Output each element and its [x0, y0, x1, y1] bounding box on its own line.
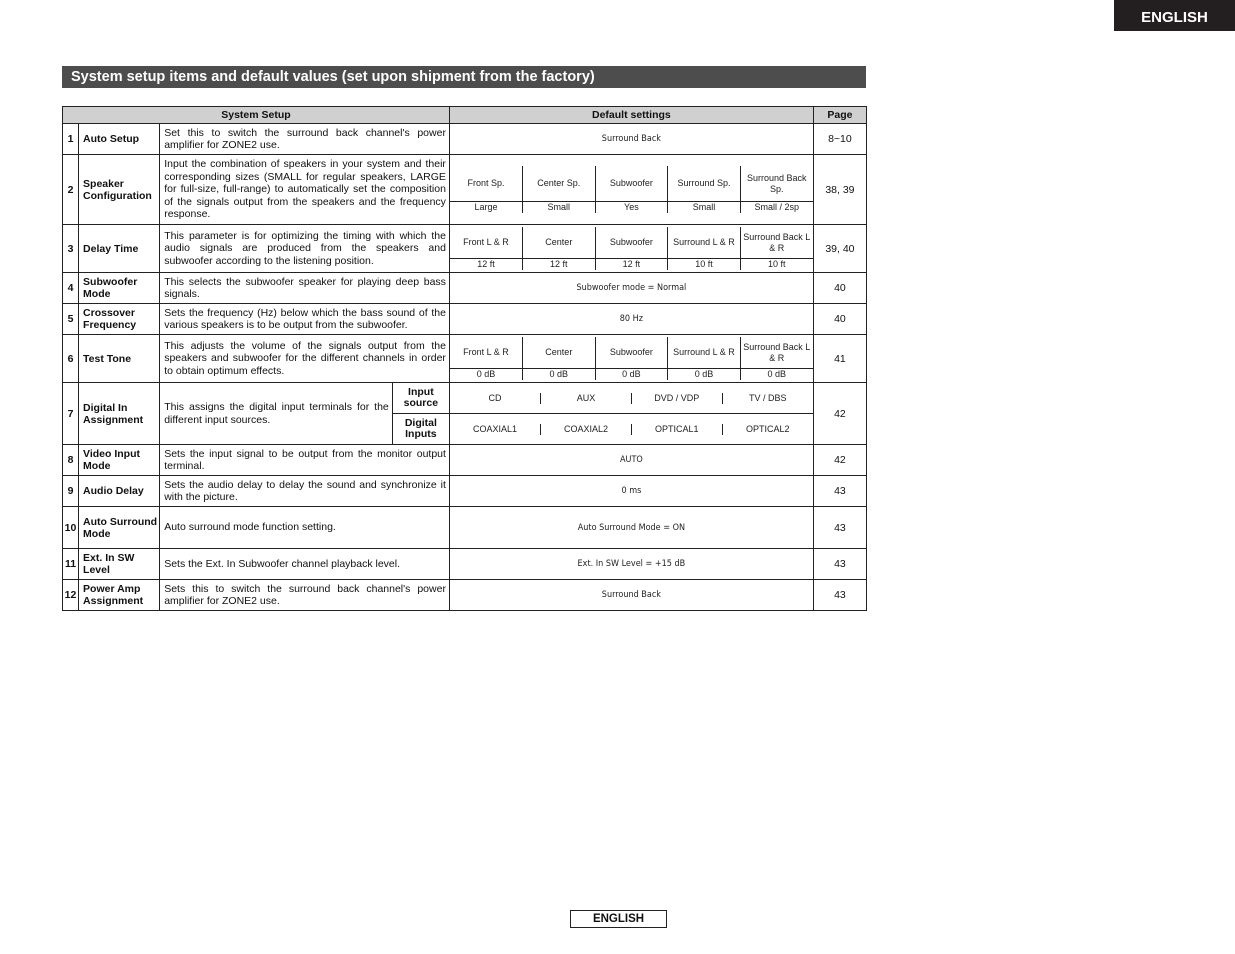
- grid-header: Surround Back L & R: [740, 337, 813, 369]
- table-row: [63, 549, 867, 580]
- language-tab: ENGLISH: [1114, 0, 1235, 31]
- grid-value: 10 ft: [740, 259, 813, 271]
- table-row: [63, 580, 867, 611]
- row-default-grid: [449, 225, 813, 273]
- row-page: 38, 39: [813, 155, 866, 225]
- grid-value: CD: [450, 393, 541, 404]
- row-default: Surround Back: [449, 580, 813, 611]
- grid-value: AUX: [541, 393, 632, 404]
- grid-header: Surround Back L & R: [740, 227, 813, 259]
- row-name: Auto Setup: [79, 124, 160, 155]
- grid-value: TV / DBS: [722, 393, 813, 404]
- grid-header: Surround Sp.: [668, 166, 741, 202]
- grid-value: 0 dB: [740, 369, 813, 381]
- row-default: Ext. In SW Level = +15 dB: [449, 549, 813, 580]
- grid-value: 0 dB: [668, 369, 741, 381]
- grid-header: Center: [523, 227, 596, 259]
- sub-label-digital-inputs: Digital Inputs: [392, 414, 449, 445]
- row-page: 43: [813, 549, 866, 580]
- table-row: [63, 383, 867, 414]
- header-defaults: Default settings: [449, 107, 813, 124]
- grid-header: Subwoofer: [595, 227, 668, 259]
- grid-value: 0 dB: [595, 369, 668, 381]
- row-name: Power Amp Assignment: [79, 580, 160, 611]
- row-description: Sets the frequency (Hz) below which the bass sound of the various speakers is to be output from the subwoofer.: [160, 304, 450, 335]
- grid-value: DVD / VDP: [631, 393, 722, 404]
- row-default: Surround Back: [449, 124, 813, 155]
- table-row: [63, 304, 867, 335]
- grid-value: Small: [668, 202, 741, 214]
- grid-value: COAXIAL2: [541, 424, 632, 435]
- grid-header: Front L & R: [450, 337, 523, 369]
- grid-header: Surround Back Sp.: [740, 166, 813, 202]
- row-default-grid: [449, 383, 813, 414]
- row-description: Set this to switch the surround back channel's power amplifier for ZONE2 use.: [160, 124, 450, 155]
- header-setup: System Setup: [63, 107, 450, 124]
- row-description: Sets the input signal to be output from the monitor output terminal.: [160, 445, 450, 476]
- row-name: Test Tone: [79, 335, 160, 383]
- row-page: 40: [813, 304, 866, 335]
- table-row: [63, 445, 867, 476]
- row-description: Sets this to switch the surround back channel's power amplifier for ZONE2 use.: [160, 580, 450, 611]
- row-description: Sets the audio delay to delay the sound and synchronize it with the picture.: [160, 476, 450, 507]
- row-description: This parameter is for optimizing the timing with which the audio signals are produced from the speakers and subwoofer according to the listening position.: [160, 225, 450, 273]
- grid-header: Center Sp.: [523, 166, 596, 202]
- row-page: 42: [813, 445, 866, 476]
- row-number: 8: [63, 445, 79, 476]
- row-name: Audio Delay: [79, 476, 160, 507]
- row-page: 42: [813, 383, 866, 445]
- grid-header: Center: [523, 337, 596, 369]
- row-name: Crossover Frequency: [79, 304, 160, 335]
- grid-value: COAXIAL1: [450, 424, 541, 435]
- section-title: System setup items and default values (set upon shipment from the factory): [62, 66, 866, 88]
- row-number: 7: [63, 383, 79, 445]
- row-description: This adjusts the volume of the signals output from the speakers and subwoofer for the different channels in order to obtain optimum effects.: [160, 335, 450, 383]
- setup-table: [62, 106, 867, 611]
- row-page: 43: [813, 580, 866, 611]
- row-description: This selects the subwoofer speaker for playing deep bass signals.: [160, 273, 450, 304]
- row-default-grid: [449, 414, 813, 445]
- row-name: Digital In Assignment: [79, 383, 160, 445]
- grid-header: Surround L & R: [668, 227, 741, 259]
- row-default-grid: [449, 155, 813, 225]
- table-row: [63, 476, 867, 507]
- row-number: 12: [63, 580, 79, 611]
- row-number: 9: [63, 476, 79, 507]
- table-row: [63, 273, 867, 304]
- grid-value: OPTICAL1: [631, 424, 722, 435]
- row-page: 43: [813, 476, 866, 507]
- row-number: 6: [63, 335, 79, 383]
- table-header-row: [63, 107, 867, 124]
- row-name: Delay Time: [79, 225, 160, 273]
- row-description: Sets the Ext. In Subwoofer channel playback level.: [160, 549, 450, 580]
- row-default: Auto Surround Mode = ON: [449, 507, 813, 549]
- grid-header: Surround L & R: [668, 337, 741, 369]
- table-row: [63, 155, 867, 225]
- row-page: 39, 40: [813, 225, 866, 273]
- grid-value: 12 ft: [595, 259, 668, 271]
- grid-value: 10 ft: [668, 259, 741, 271]
- grid-value: 12 ft: [523, 259, 596, 271]
- grid-header: Front L & R: [450, 227, 523, 259]
- row-description: This assigns the digital input terminals for the different input sources.: [160, 383, 393, 445]
- row-number: 3: [63, 225, 79, 273]
- grid-value: OPTICAL2: [722, 424, 813, 435]
- row-page: 41: [813, 335, 866, 383]
- row-default: 80 Hz: [449, 304, 813, 335]
- header-page: Page: [813, 107, 866, 124]
- row-number: 2: [63, 155, 79, 225]
- row-default-grid: [449, 335, 813, 383]
- row-name: Ext. In SW Level: [79, 549, 160, 580]
- row-page: 40: [813, 273, 866, 304]
- row-page: 43: [813, 507, 866, 549]
- grid-value: 0 dB: [523, 369, 596, 381]
- table-row: [63, 507, 867, 549]
- table-row: [63, 124, 867, 155]
- table-row: [63, 225, 867, 273]
- grid-header: Front Sp.: [450, 166, 523, 202]
- row-default: AUTO: [449, 445, 813, 476]
- row-number: 4: [63, 273, 79, 304]
- row-number: 5: [63, 304, 79, 335]
- row-number: 11: [63, 549, 79, 580]
- row-number: 10: [63, 507, 79, 549]
- grid-value: Yes: [595, 202, 668, 214]
- row-description: Auto surround mode function setting.: [160, 507, 450, 549]
- row-default: 0 ms: [449, 476, 813, 507]
- grid-value: Large: [450, 202, 523, 214]
- grid-header: Subwoofer: [595, 337, 668, 369]
- row-page: 8~10: [813, 124, 866, 155]
- row-name: Speaker Configuration: [79, 155, 160, 225]
- grid-value: 0 dB: [450, 369, 523, 381]
- grid-value: Small / 2sp: [740, 202, 813, 214]
- row-name: Auto Surround Mode: [79, 507, 160, 549]
- grid-value: Small: [523, 202, 596, 214]
- row-name: Video Input Mode: [79, 445, 160, 476]
- grid-header: Subwoofer: [595, 166, 668, 202]
- row-description: Input the combination of speakers in your system and their corresponding sizes (SMALL for regular speakers, LARGE for full-size, full-range) to automatically set the composition of the signals output from the speakers and the frequency response.: [160, 155, 450, 225]
- row-number: 1: [63, 124, 79, 155]
- row-default: Subwoofer mode = Normal: [449, 273, 813, 304]
- row-name: Subwoofer Mode: [79, 273, 160, 304]
- sub-label-input-source: Input source: [392, 383, 449, 414]
- table-row: [63, 335, 867, 383]
- footer-language-label: ENGLISH: [570, 910, 667, 928]
- grid-value: 12 ft: [450, 259, 523, 271]
